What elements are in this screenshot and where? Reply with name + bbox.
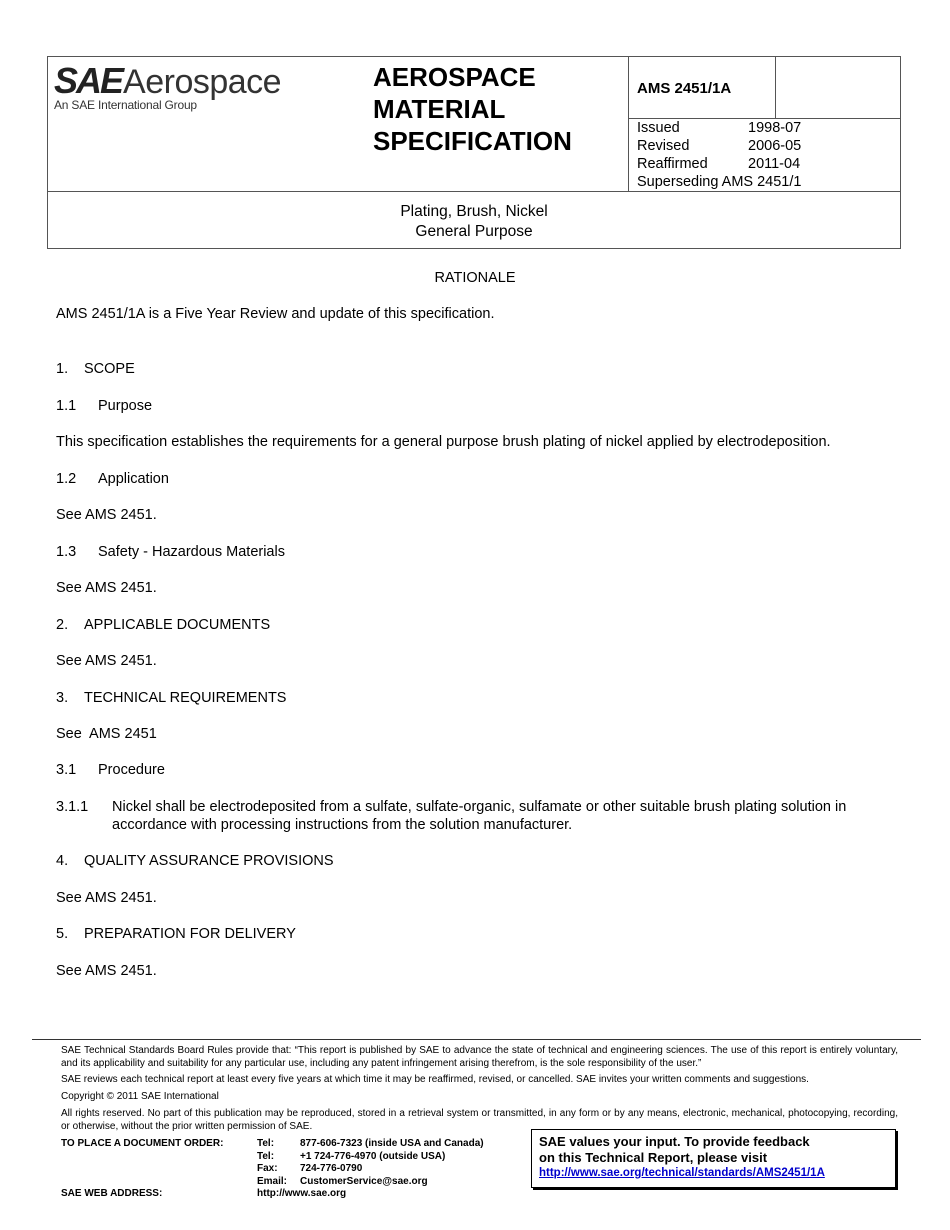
spec-type-title — [373, 61, 623, 157]
document-header — [47, 56, 901, 249]
section-heading-2 — [56, 616, 270, 634]
standards-board-rules: SAE Technical Standards Board Rules provide that: “This report is published by SAE to advance the state of technical and engineering sciences. The use of this report is entirely voluntary, and its applicability and suitability for any particular use, including any patent infringement arising therefrom, is the sole responsibility of the user.” — [61, 1045, 898, 1069]
web-address-label: SAE WEB ADDRESS: — [61, 1188, 163, 1199]
paragraph-3-1-1 — [56, 798, 901, 834]
logo-subtitle: An SAE International Group — [54, 98, 197, 112]
subject-line: General Purpose — [415, 223, 533, 240]
safety-text: See AMS 2451. — [56, 580, 157, 596]
contact-value: 724-776-0790 — [300, 1163, 363, 1174]
date-value: 2011-04 — [748, 156, 801, 172]
section-number: 1.3 — [56, 544, 77, 560]
section-heading-4 — [56, 852, 334, 870]
contact-value: 877-606-7323 (inside USA and Canada) — [300, 1138, 484, 1149]
feedback-link[interactable]: http://www.sae.org/technical/standards/AMS2451/1A — [539, 1167, 825, 1179]
contact-label: Tel: — [257, 1138, 275, 1149]
purpose-text: This specification establishes the requirements for a general purpose brush plating of nickel applied by electrodeposition. — [56, 434, 831, 450]
copyright-notice: Copyright © 2011 SAE International — [61, 1091, 219, 1102]
section-heading-1-1 — [56, 397, 152, 415]
procedure-text: Nickel shall be electrodeposited from a sulfate, sulfate-organic, sulfamate or other suitable brush plating solution in accordance with processing instructions from the solution manufacturer. — [112, 799, 847, 833]
section-title: Application — [98, 471, 169, 487]
subject-line: Plating, Brush, Nickel — [400, 203, 548, 220]
sae-aerospace-logo — [54, 60, 282, 112]
section-number: 2. — [56, 617, 69, 633]
contact-label: Fax: — [257, 1163, 278, 1174]
section-title: PREPARATION FOR DELIVERY — [84, 926, 296, 942]
delivery-text: See AMS 2451. — [56, 963, 157, 979]
section-heading-1-2 — [56, 470, 169, 488]
contact-row — [257, 1151, 484, 1164]
section-title: Purpose — [98, 398, 153, 414]
contact-row — [257, 1163, 484, 1176]
date-row — [637, 119, 801, 137]
contact-label: Email: — [257, 1175, 288, 1187]
section-number: 1.2 — [56, 471, 77, 487]
section-number: 3.1.1 — [56, 799, 89, 815]
feedback-message: SAE values your input. To provide feedback — [539, 1134, 810, 1149]
order-contacts — [257, 1138, 484, 1188]
section-title: QUALITY ASSURANCE PROVISIONS — [84, 853, 334, 869]
date-value: 2006-05 — [748, 138, 802, 154]
title-line: AEROSPACE — [373, 62, 536, 92]
rights-notice: All rights reserved. No part of this publication may be reproduced, stored in a retrieval system or transmitted, in any form or by any means, electronic, mechanical, photocopying, recording, or otherwise, without the prior written permission of SAE. — [61, 1108, 898, 1132]
date-label: Issued — [637, 120, 680, 136]
rationale-heading: RATIONALE — [434, 270, 516, 286]
superseding-note: Superseding AMS 2451/1 — [637, 174, 802, 190]
logo-sae-text: SAE — [54, 60, 123, 101]
rationale-text: AMS 2451/1A is a Five Year Review and update of this specification. — [56, 306, 495, 322]
section-heading-3 — [56, 689, 286, 707]
web-address-link[interactable]: http://www.sae.org — [257, 1188, 347, 1199]
title-line: SPECIFICATION — [373, 126, 572, 156]
date-label: Revised — [637, 138, 690, 154]
date-row — [637, 137, 801, 155]
section-heading-1 — [56, 360, 135, 378]
section-number: 5. — [56, 926, 69, 942]
section-title: Safety - Hazardous Materials — [98, 544, 285, 560]
section-title: SCOPE — [84, 361, 135, 377]
section-heading-3-1 — [56, 761, 165, 779]
header-divider — [775, 57, 776, 118]
section-title: TECHNICAL REQUIREMENTS — [84, 690, 287, 706]
revision-dates — [637, 119, 801, 191]
technical-requirements-text: See AMS 2451 — [56, 726, 157, 742]
section-title: Procedure — [98, 762, 165, 778]
header-divider — [48, 191, 900, 192]
order-label: TO PLACE A DOCUMENT ORDER: — [61, 1138, 224, 1149]
section-heading-5 — [56, 925, 296, 943]
document-number: AMS 2451/1A — [637, 80, 732, 97]
header-divider — [628, 57, 629, 191]
title-line: MATERIAL — [373, 94, 506, 124]
section-number: 3. — [56, 690, 69, 706]
feedback-message: on this Technical Report, please visit — [539, 1150, 768, 1165]
section-title: APPLICABLE DOCUMENTS — [84, 617, 271, 633]
contact-value: +1 724-776-4970 (outside USA) — [300, 1150, 446, 1162]
contact-email[interactable]: CustomerService@sae.org — [300, 1175, 428, 1187]
logo-aerospace-text: Aerospace — [123, 63, 282, 101]
contact-row — [257, 1176, 484, 1189]
section-heading-1-3 — [56, 543, 285, 561]
date-label: Reaffirmed — [637, 156, 708, 172]
date-row — [637, 155, 801, 173]
section-number: 1. — [56, 361, 69, 377]
application-text: See AMS 2451. — [56, 507, 157, 523]
contact-label: Tel: — [257, 1150, 275, 1162]
footer-rule — [32, 1039, 921, 1040]
section-number: 1.1 — [56, 398, 77, 414]
quality-assurance-text: See AMS 2451. — [56, 890, 157, 906]
feedback-box — [531, 1129, 896, 1188]
contact-row — [257, 1138, 484, 1151]
date-value: 1998-07 — [748, 120, 802, 136]
review-notice: SAE reviews each technical report at least every five years at which time it may be reaffirmed, revised, or cancelled. SAE invites your written comments and suggestions. — [61, 1074, 809, 1085]
section-number: 4. — [56, 853, 69, 869]
section-number: 3.1 — [56, 762, 77, 778]
applicable-documents-text: See AMS 2451. — [56, 653, 157, 669]
document-subject — [48, 202, 900, 242]
